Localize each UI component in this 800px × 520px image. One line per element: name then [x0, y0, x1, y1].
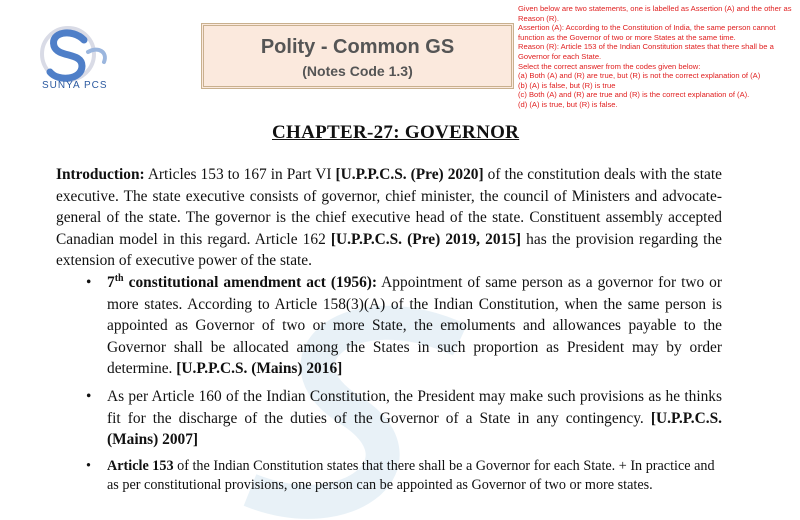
- amendment-heading: constitutional amendment act (1956):: [123, 274, 378, 291]
- logo-caption: SUNYA PCS: [42, 80, 108, 91]
- header-subtitle: (Notes Code 1.3): [302, 63, 413, 79]
- intro-label: Introduction:: [56, 166, 145, 183]
- intro-ref: [U.P.P.C.S. (Pre) 2019, 2015]: [330, 230, 522, 248]
- list-item-ref: [U.P.P.C.S. (Mains) 2016]: [176, 360, 343, 378]
- list-item-text: As per Article 160 of the Indian Constitution, the President may make such provisions as he thinks fit for the discharge of the duties of the Governor of a State in any contingency.: [107, 387, 722, 427]
- bullet-icon: •: [86, 457, 91, 474]
- note-line: (c) Both (A) and (R) are true and (R) is the correct explanation of (A).: [518, 90, 750, 100]
- list-item: [56, 272, 722, 380]
- bullet-icon: •: [86, 274, 92, 291]
- bullet-icon: •: [86, 387, 92, 405]
- assertion-reason-note: [518, 4, 800, 110]
- header-box: [201, 23, 514, 89]
- intro-text: of the constitution deals with the state executive. The state executive consists of governor, chief minister, the council of Ministers and advocate-general of the state. The governor is the chief executive head of the state. Constituent assembly accepted Canadian model in this regard. Article 162: [56, 166, 722, 248]
- intro-text: has the provision regarding the extension of executive power of the state.: [56, 230, 722, 270]
- list-item: [56, 386, 722, 451]
- list-item-ref: [U.P.P.C.S. (Mains) 2007]: [107, 409, 722, 449]
- bullet-list: [56, 272, 722, 502]
- note-line: (d) (A) is true, but (R) is false.: [518, 99, 618, 109]
- list-item-text: Appointment of same person as a governor for two or more states. According to Article 158(3)(A) of the Indian Constitution, when the same person is appointed as Governor of two or more State, the emoluments and allowances payable to the Governor shall be allocated among the States in such proportion as President may by order determine.: [107, 274, 722, 378]
- amendment-number: 7: [107, 274, 115, 291]
- note-line: (a) Both (A) and (R) are true, but (R) is not the correct explanation of (A): [518, 71, 761, 81]
- ordinal-suffix: th: [114, 272, 124, 284]
- list-item-heading: Article 153: [107, 457, 174, 474]
- note-line: Select the correct answer from the codes given below:: [518, 61, 701, 71]
- intro-text: Articles 153 to 167 in Part VI: [144, 166, 336, 183]
- intro-paragraph: [56, 164, 722, 272]
- note-line: Given below are two statements, one is labelled as Assertion (A) and the other as Reason (R).: [518, 4, 792, 23]
- chapter-title: CHAPTER-27: GOVERNOR: [272, 122, 520, 143]
- note-line: (b) (A) is false, but (R) is true: [518, 80, 616, 90]
- header-title: Polity - Common GS: [260, 36, 455, 58]
- list-item: [56, 457, 722, 496]
- note-line: Assertion (A): According to the Constitution of India, the same person cannot function as the Governor of two or more States at the same time.: [518, 23, 776, 42]
- note-line: Reason (R): Article 153 of the Indian Constitution states that there shall be a Governor for each State.: [518, 42, 774, 61]
- list-item-text: of the Indian Constitution states that there shall be a Governor for each State. + In practice and as per constitutional provisions, one person can be appointed as Governor of two or more states.: [107, 457, 715, 494]
- intro-ref: [U.P.P.C.S. (Pre) 2020]: [335, 166, 484, 183]
